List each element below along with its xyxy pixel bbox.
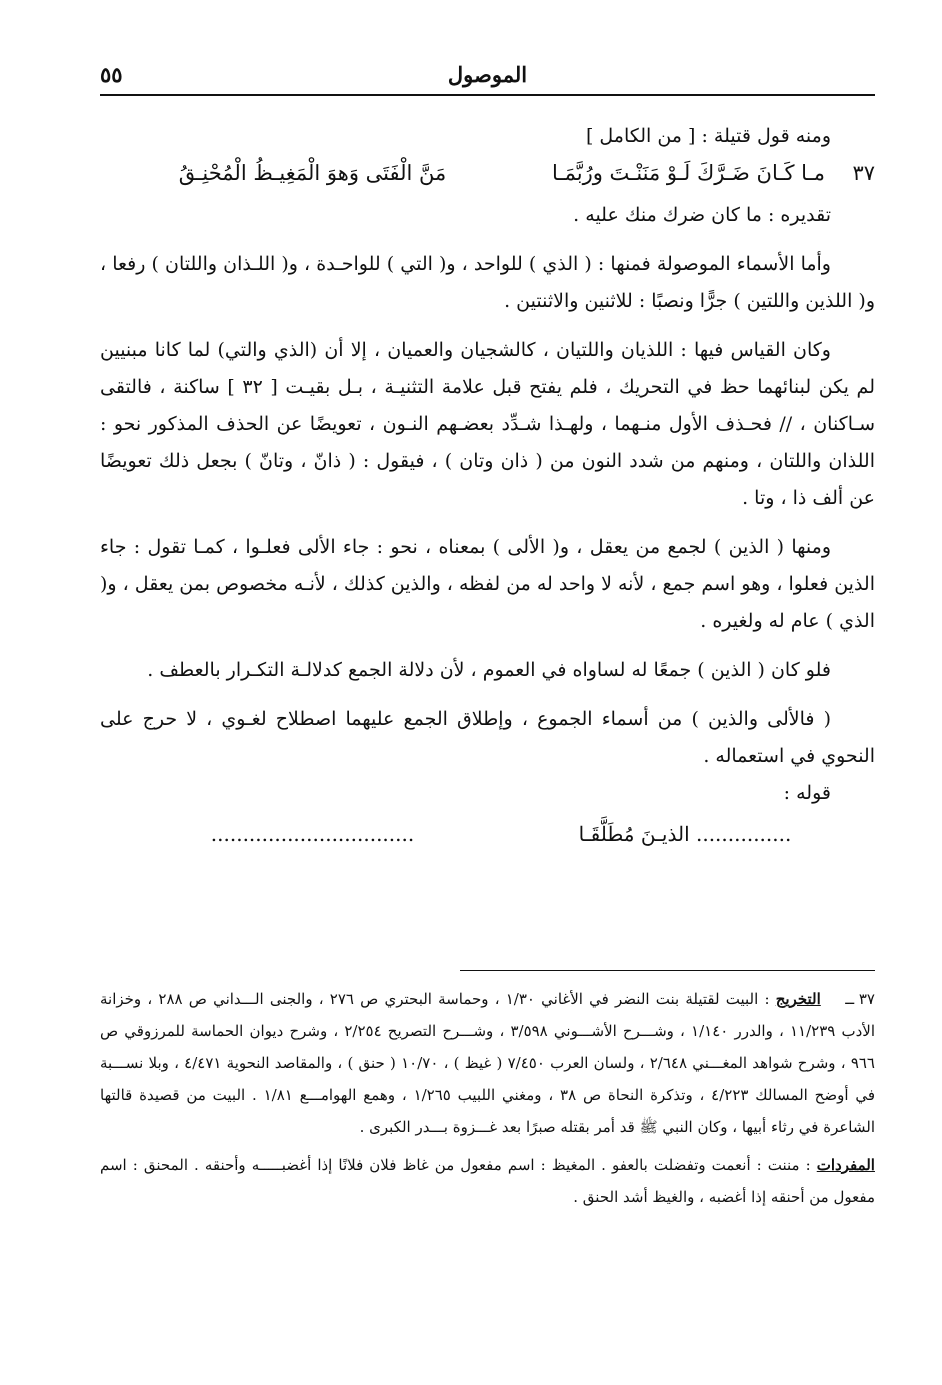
paragraph-alladhina: ومنها ( الذين ) لجمع من يعقل ، و( الألى ) بمعناه ، نحو : جاء الألى فعلـوا ، كمـا تقول : جاء الذين فعلوا ، وهو اسم جمع ، لأنه لا واحد له من لفظه ، والذين كذلك ، لأنـه مخصوص بمن يعقل ، و( الذي ) عام له ولغيره . [100, 536, 875, 632]
mufradat-label: المفردات [816, 1156, 875, 1174]
qawluhu-label: قوله : [783, 782, 831, 804]
takhrij-label: التخريج [775, 990, 821, 1008]
page-header [100, 60, 875, 96]
footnotes [100, 983, 875, 1213]
main-text [100, 118, 875, 858]
verse-number: ٣٧ [852, 161, 875, 185]
verse-hemistich-second: مَنَّ الْفَتَى وَهوَ الْمَغِيـظُ الْمُحْنِـقُ [178, 161, 447, 185]
verse-intro: ومنه قول قتيلة : [ من الكامل ] [585, 125, 831, 147]
verse-37 [100, 155, 875, 197]
mufradat-text: : مننت : أنعمت وتفضلت بالعفو . المغيظ : اسم مفعول من غاظ فلان فلانًا إذا أغضبـــــه وأحنقه . المحنق : اسم مفعول من أحنقه إذا أغضبه ، والغيظ أشد الحنق . [100, 1156, 875, 1206]
quoted-verse-second: ................................ [210, 822, 415, 846]
running-title: الموصول [447, 62, 528, 87]
paragraph-taqdir: تقديره : ما كان ضرك منك عليه . [573, 204, 831, 226]
page-number: ٥٥ [100, 62, 123, 87]
footnote-mufradat [100, 1149, 875, 1213]
paragraph-jumu: ( فالألى والذين ) من أسماء الجموع ، وإطلاق الجمع عليهما اصطلاح لغـوي ، لا حرج على النحوي في استعماله . [100, 708, 875, 767]
takhrij-text: : البيت لقتيلة بنت النضر في الأغاني ١/٣٠ ، وحماسة البحتري ص ٢٧٦ ، والجنى الـــداني ص ٢٨٨ ، وخزانة الأدب ١١/٢٣٩ ، والدرر ١/١٤٠ ، وشـــرح الأشـــوني ٣/٥٩٨ ، وشـــرح التصريح ٢/٢٥٤ ، وشرح ديوان الحماسة للمرزوقي ص ٩٦٦ ، وشرح شواهد المغـــني ٢/٦٤٨ ، ولسان العرب ٧/٤٥٠ ( غيظ ) ، ١٠/٧٠ ( حنق ) ، والمقاصد النحوية ٤/٤٧١ ، وبلا نســـبة في أوضح المسالك ٤/٢٢٣ ، وتذكرة النحاة ص ٣٨ ، ومغني اللبيب ١/٢٦٥ ، وهمع الهوامـــع ١/٨١ . البيت من قصيدة قالتها الشاعرة في رثاء أبيها ، وكان النبي ﷺ قد أمر بقتله صبرًا بعد غـــزوة بـــدر الكبرى . [100, 990, 875, 1136]
quoted-verse [100, 816, 875, 858]
footnote-takhrij [100, 983, 875, 1143]
verse-hemistich-first: مـا كَـانَ ضَـرَّكَ لَـوْ مَنَنْـتَ ورُبَّمَـا [552, 161, 825, 185]
footnote-separator [460, 970, 875, 971]
paragraph-umum: فلو كان ( الذين ) جمعًا له لساواه في العموم ، لأن دلالة الجمع كدلالـة التكـرار بالعطف . [147, 659, 831, 681]
paragraph-mawsula: وأما الأسماء الموصولة فمنها : ( الذي ) للواحد ، و( التي ) للواحـدة ، و( اللـذان واللتان ) رفعا ، و( اللذين واللتين ) جرًّا ونصبًا : للاثنين والاثنتين . [100, 253, 875, 312]
paragraph-qiyas: وكان القياس فيها : اللذيان واللتيان ، كالشجيان والعميان ، إلا أن (الذي والتي) لما كانا مبنيين لم يكن لبنائهما حظ في التحريك ، فلم يفتح قبل علامة التثنيـة ، بـل بقيـت [ ٣٢ ] ساكنة ، فالتقى سـاكنان ، // فحـذف الأول منـهما ، ولهـذا شـدِّد بعضـهم النـون ، تعويضًا عن الحذف المذكور نحو : اللذان واللتان ، ومنهم من شدد النون من ( ذان وتان ) ، فيقول : ( ذانّ ، وتانّ ) بجعل ذلك تعويضًا عن ألف ذا ، وتا . [100, 339, 875, 509]
footnote-number: ٣٧ ــ [845, 990, 875, 1008]
quoted-verse-first: ............... الذيـنَ مُطَلَّقَـا [578, 822, 792, 846]
